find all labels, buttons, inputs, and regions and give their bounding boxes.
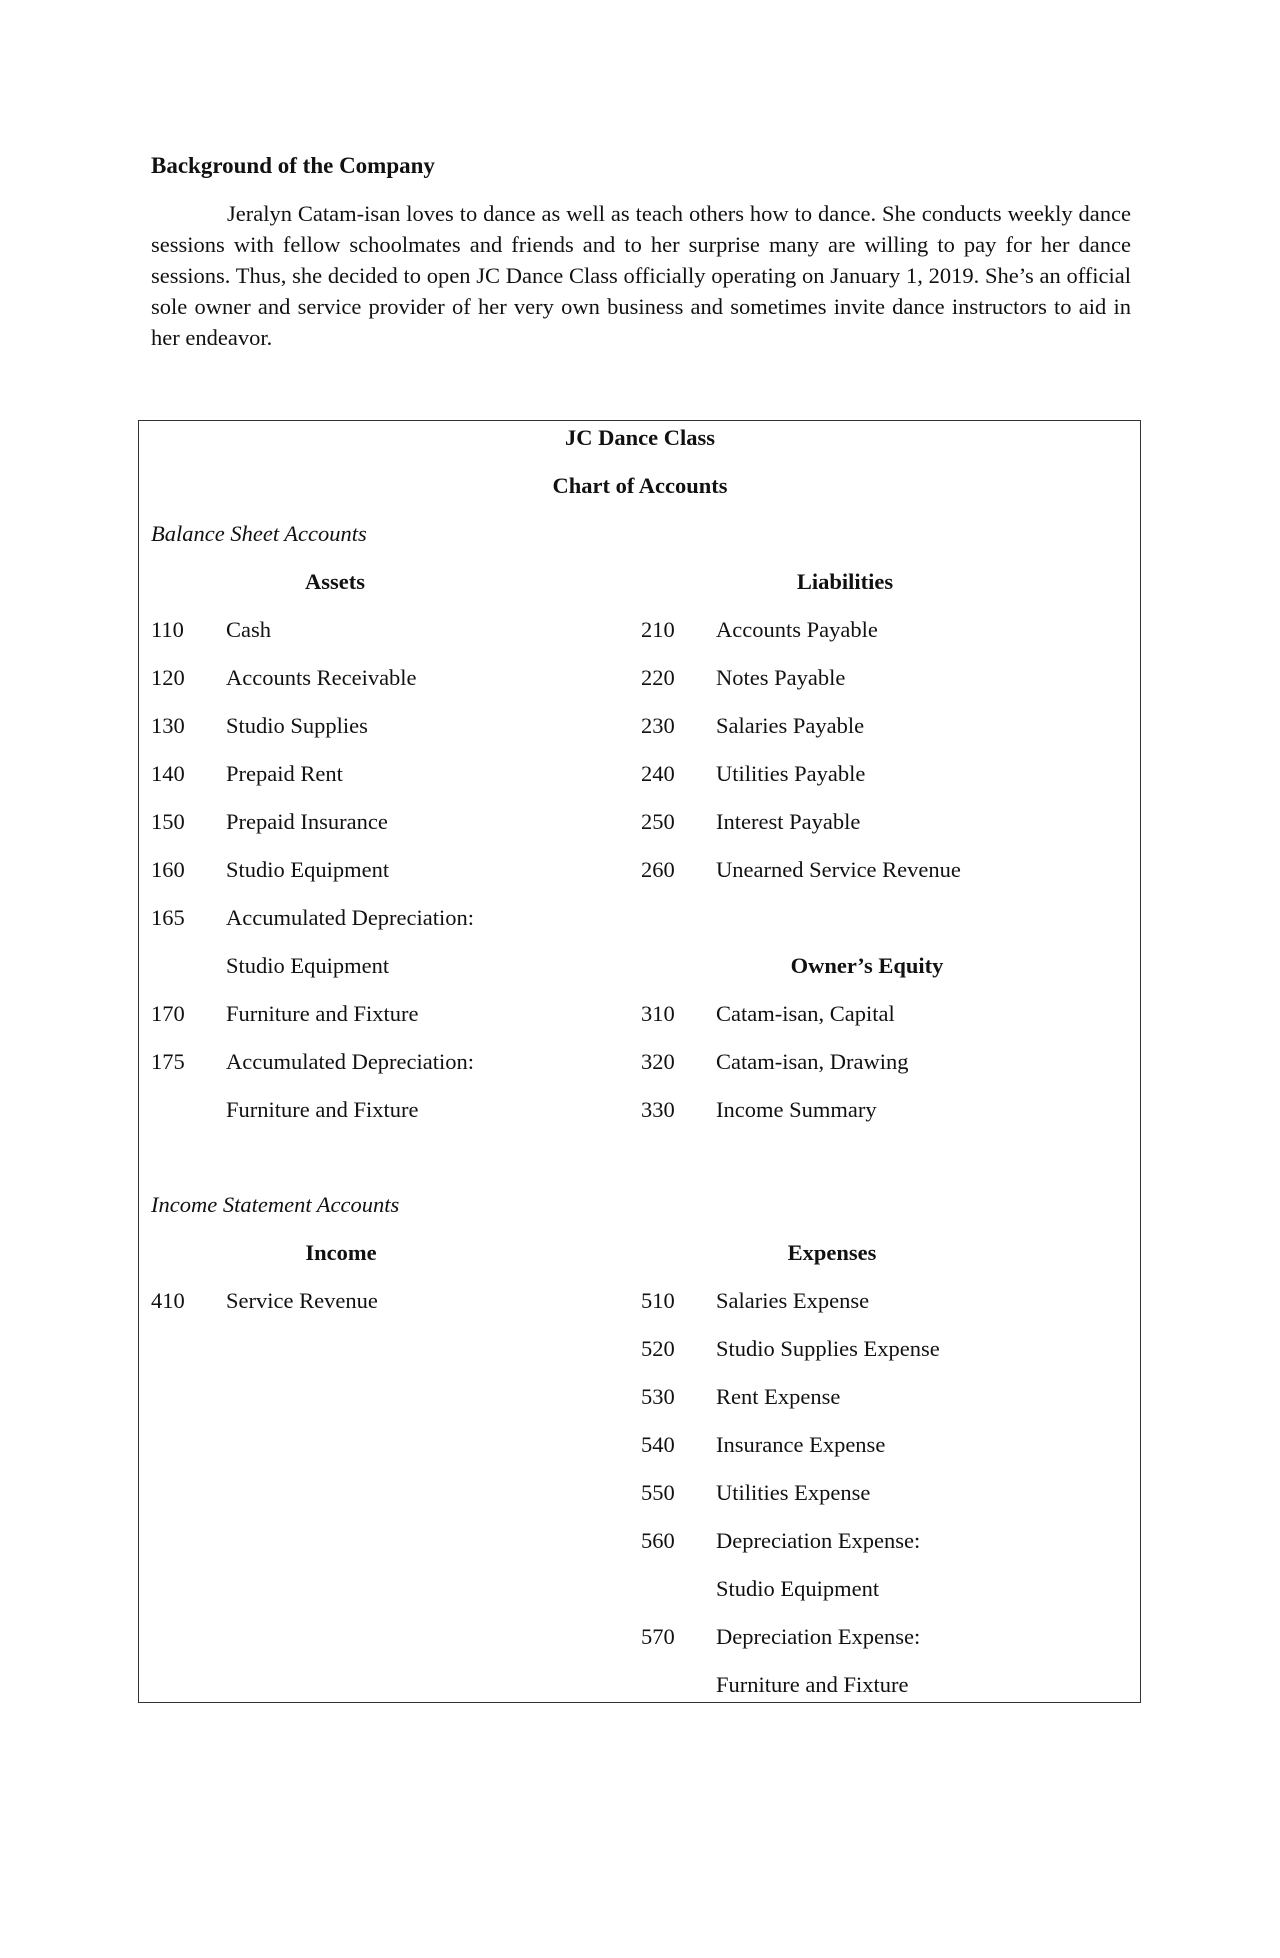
account-code: 250 (641, 809, 675, 834)
account-name: Accounts Payable (716, 617, 878, 642)
account-name: Studio Equipment (226, 953, 390, 978)
account-name: Depreciation Expense: (716, 1624, 921, 1649)
account-name: Unearned Service Revenue (716, 857, 961, 882)
background-paragraph: Jeralyn Catam-isan loves to dance as well as teach others how to dance. She conducts weekly dance sessions with fellow schoolmates and friends and to her surprise many are willing to pay for her dance sessions. Thus, she decided to open JC Dance Class officially operating on January 1, 2019. She’s an official sole owner and service provider of her very own business and sometimes invite dance instructors to aid in her endeavor. (151, 201, 1131, 350)
account-code: 140 (151, 761, 185, 786)
account-name: Cash (226, 617, 271, 642)
account-name: Salaries Payable (716, 713, 865, 738)
section-heading: Background of the Company (151, 153, 435, 178)
account-name: Income Summary (716, 1097, 877, 1122)
account-code: 410 (151, 1288, 185, 1313)
account-code: 330 (641, 1097, 675, 1122)
account-code: 130 (151, 713, 185, 738)
account-code: 240 (641, 761, 675, 786)
account-name: Service Revenue (226, 1288, 378, 1313)
income-header: Income (305, 1240, 377, 1265)
account-name: Catam-isan, Drawing (716, 1049, 909, 1074)
account-code: 520 (641, 1336, 675, 1361)
account-code: 170 (151, 1001, 185, 1026)
account-name: Studio Equipment (716, 1576, 880, 1601)
account-code: 150 (151, 809, 185, 834)
account-name: Studio Supplies (226, 713, 368, 738)
equity-header: Owner’s Equity (790, 953, 944, 978)
account-code: 510 (641, 1288, 675, 1313)
chart-title: Chart of Accounts (552, 473, 728, 498)
account-name: Utilities Expense (716, 1480, 871, 1505)
account-code: 175 (151, 1049, 185, 1074)
account-code: 570 (641, 1624, 675, 1649)
account-code: 165 (151, 905, 185, 930)
account-code: 310 (641, 1001, 675, 1026)
account-name: Furniture and Fixture (226, 1001, 419, 1026)
account-code: 560 (641, 1528, 675, 1553)
account-code: 210 (641, 617, 675, 642)
account-name: Salaries Expense (716, 1288, 870, 1313)
account-name: Utilities Payable (716, 761, 866, 786)
balance-sheet-label: Balance Sheet Accounts (151, 521, 367, 546)
account-name: Depreciation Expense: (716, 1528, 921, 1553)
account-code: 220 (641, 665, 675, 690)
account-code: 550 (641, 1480, 675, 1505)
account-code: 160 (151, 857, 185, 882)
account-name: Interest Payable (716, 809, 861, 834)
account-code: 110 (151, 617, 184, 642)
account-name: Studio Equipment (226, 857, 390, 882)
account-name: Furniture and Fixture (226, 1097, 419, 1122)
account-code: 230 (641, 713, 675, 738)
account-code: 530 (641, 1384, 675, 1409)
account-name: Prepaid Rent (226, 761, 343, 786)
liabilities-header: Liabilities (796, 569, 894, 594)
account-name: Accounts Receivable (226, 665, 417, 690)
account-name: Insurance Expense (716, 1432, 886, 1457)
account-name: Notes Payable (716, 665, 846, 690)
company-name: JC Dance Class (565, 425, 715, 450)
account-name: Accumulated Depreciation: (226, 905, 475, 930)
account-name: Studio Supplies Expense (716, 1336, 940, 1361)
income-statement-label: Income Statement Accounts (151, 1192, 400, 1217)
account-name: Catam-isan, Capital (716, 1001, 895, 1026)
account-name: Rent Expense (716, 1384, 841, 1409)
account-name: Furniture and Fixture (716, 1672, 909, 1697)
account-name: Accumulated Depreciation: (226, 1049, 475, 1074)
assets-header: Assets (305, 569, 365, 594)
account-name: Prepaid Insurance (226, 809, 388, 834)
account-code: 320 (641, 1049, 675, 1074)
expenses-header: Expenses (787, 1240, 877, 1265)
account-code: 120 (151, 665, 185, 690)
account-code: 260 (641, 857, 675, 882)
account-code: 540 (641, 1432, 675, 1457)
